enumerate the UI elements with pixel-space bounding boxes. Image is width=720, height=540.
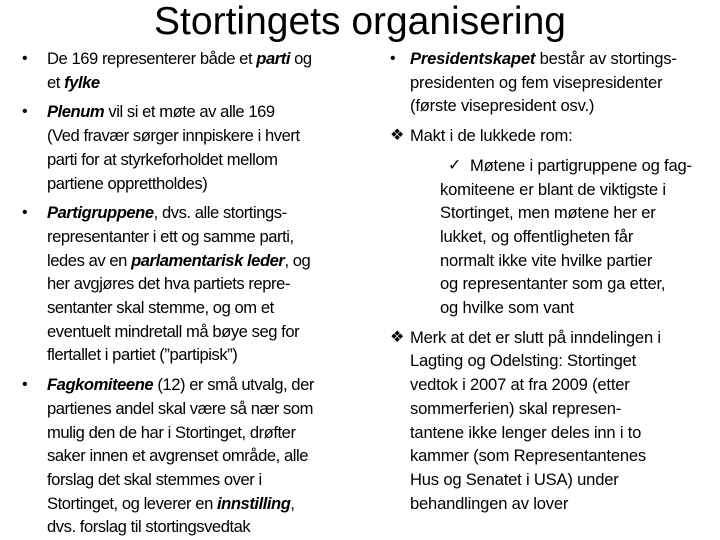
- text-line: [47, 100, 376, 124]
- diamond-bullet-icon: ❖: [390, 328, 405, 346]
- text-segment: presidenten og fem visepresidenter: [410, 72, 663, 92]
- text-segment: Merk at det er slutt på inndelingen i: [410, 327, 661, 347]
- emphasized-term: Presidentskapet: [410, 49, 536, 68]
- text-segment: , og: [284, 250, 311, 270]
- text-line: [410, 373, 720, 397]
- text-segment: lukket, og offentligheten får: [440, 226, 634, 246]
- text-segment: et: [47, 72, 65, 92]
- text-line: [47, 225, 376, 249]
- text-segment: (første visepresident osv.): [410, 96, 595, 116]
- text-line: [47, 492, 376, 516]
- text-line: [47, 373, 376, 397]
- text-line: [47, 343, 376, 367]
- text-line: [47, 296, 376, 320]
- text-segment: komiteene er blant de viktigste i: [440, 179, 666, 199]
- text-line: [47, 148, 376, 172]
- text-segment: partiene opprettholdes): [47, 173, 208, 193]
- text-line: [440, 296, 720, 320]
- text-line: [410, 492, 720, 516]
- bullet-item: [376, 124, 720, 148]
- text-line: [410, 349, 720, 373]
- text-segment: her avgjøres det hva partiets repre-: [47, 274, 290, 294]
- text-line: [47, 172, 376, 196]
- text-segment: kammer (som Representantenes: [410, 446, 647, 466]
- text-segment: og hvilke som vant: [440, 298, 574, 318]
- text-segment: Makt i de lukkede rom:: [410, 126, 573, 146]
- text-segment: og representanter som ga etter,: [440, 274, 666, 294]
- bullet-dot-icon: •: [22, 50, 28, 67]
- text-segment: (12) er små utvalg, der: [153, 375, 314, 395]
- text-segment: består av stortings-: [535, 49, 677, 68]
- bullet-item: [0, 47, 376, 94]
- bullet-item: [0, 100, 376, 195]
- text-line: [410, 94, 720, 118]
- text-line: [440, 249, 720, 273]
- text-segment: ,: [290, 493, 295, 513]
- emphasized-term: innstilling: [217, 493, 291, 513]
- text-line: [410, 421, 720, 445]
- text-segment: forslag det skal stemmes over i: [47, 469, 262, 489]
- bullet-dot-icon: •: [390, 50, 396, 67]
- text-line: [47, 468, 376, 492]
- text-line: [47, 71, 376, 95]
- text-segment: parti for at styrkeforholdet mellom: [47, 149, 278, 169]
- bullet-item: [376, 154, 720, 320]
- text-segment: sentanter skal stemme, og om et: [47, 298, 274, 318]
- bullet-item: [376, 47, 720, 118]
- text-line: [47, 421, 376, 445]
- text-segment: vil si et møte av alle 169: [104, 102, 275, 122]
- text-segment: De 169 representerer både et: [47, 49, 257, 68]
- text-line: [47, 397, 376, 421]
- text-line: [440, 201, 720, 225]
- bullet-item: [376, 326, 720, 516]
- text-segment: Hus og Senatet i USA) under: [410, 469, 619, 489]
- text-segment: normalt ikke vite hvilke partier: [440, 250, 653, 270]
- text-segment: , dvs. alle stortings-: [153, 203, 287, 223]
- text-line: [410, 468, 720, 492]
- slide-title: Stortingets organisering: [154, 0, 566, 43]
- text-segment: partienes andel skal være så nær som: [47, 398, 314, 418]
- text-line: [47, 272, 376, 296]
- bullet-dot-icon: •: [22, 376, 28, 394]
- bullet-item: [0, 373, 376, 539]
- text-line: [47, 249, 376, 273]
- text-line: [440, 225, 720, 249]
- text-segment: Møtene i partigruppene og fag-: [470, 155, 692, 175]
- text-segment: tantene ikke lenger deles inn i to: [410, 422, 642, 442]
- emphasized-term: parlamentarisk leder: [131, 250, 285, 270]
- text-line: [410, 326, 720, 350]
- text-segment: sommerferien) skal represen-: [410, 398, 622, 418]
- text-line: [410, 444, 720, 468]
- text-line: [47, 515, 376, 539]
- left-column: [0, 47, 376, 539]
- text-segment: og: [289, 49, 312, 68]
- text-segment: Lagting og Odelsting: Stortinget: [410, 351, 637, 371]
- text-line: [440, 272, 720, 296]
- text-line: [47, 444, 376, 468]
- text-segment: representanter i ett og samme parti,: [47, 226, 294, 246]
- text-line: [410, 397, 720, 421]
- text-segment: ledes av en: [47, 250, 132, 270]
- text-segment: (Ved fravær sørger innpiskere i hvert: [47, 126, 300, 146]
- text-line: [410, 47, 720, 71]
- bullet-dot-icon: •: [22, 204, 28, 222]
- text-segment: Stortinget, men møtene her er: [440, 203, 656, 223]
- emphasized-term: Plenum: [47, 102, 105, 122]
- text-segment: eventuelt mindretall må bøye seg for: [47, 321, 300, 341]
- emphasized-term: Partigruppene: [47, 203, 154, 223]
- text-line: [47, 124, 376, 148]
- right-column: [376, 47, 720, 515]
- text-segment: dvs. forslag til stortingsvedtak: [47, 517, 251, 537]
- text-segment: Stortinget, og leverer en: [47, 493, 218, 513]
- text-line: [47, 320, 376, 344]
- checkmark-bullet-icon: ✓: [448, 156, 462, 174]
- text-line: [410, 71, 720, 95]
- text-line: [47, 201, 376, 225]
- emphasized-term: Fagkomiteene: [47, 375, 154, 395]
- emphasized-term: fylke: [64, 72, 100, 92]
- text-segment: saker innen et avgrenset område, alle: [47, 446, 308, 466]
- text-segment: mulig den de har i Stortinget, drøfter: [47, 422, 296, 442]
- emphasized-term: parti: [256, 49, 290, 68]
- bullet-dot-icon: •: [22, 103, 28, 121]
- text-segment: flertallet i partiet (”partipisk”): [47, 345, 238, 365]
- text-line: [470, 154, 720, 178]
- text-segment: behandlingen av lover: [410, 493, 569, 513]
- text-line: [47, 47, 376, 71]
- diamond-bullet-icon: ❖: [390, 127, 405, 145]
- text-line: [440, 178, 720, 202]
- text-line: [410, 124, 720, 148]
- bullet-item: [0, 201, 376, 367]
- text-segment: vedtok i 2007 at fra 2009 (etter: [410, 375, 630, 395]
